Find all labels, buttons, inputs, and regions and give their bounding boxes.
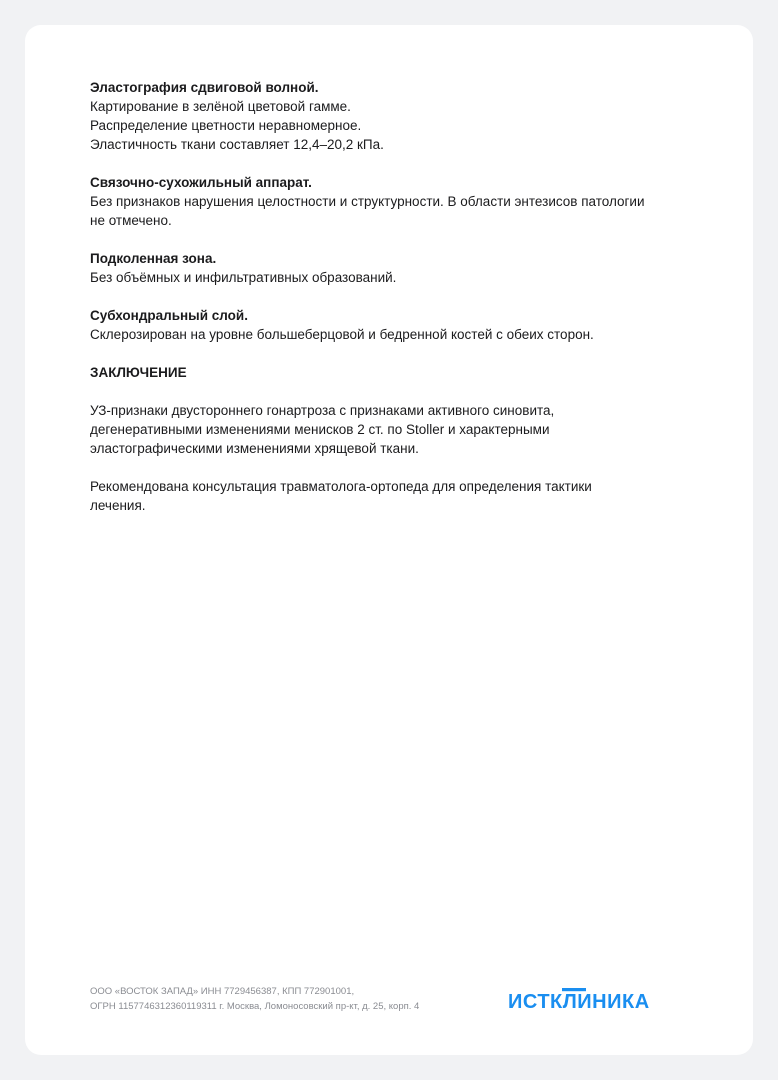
conclusion-paragraph [90,401,700,458]
conclusion-title: ЗАКЛЮЧЕНИЕ [90,365,187,380]
section-line: Эластичность ткани составляет 12,4–20,2 кПа. [90,137,384,152]
footer-line: ООО «ВОСТОК ЗАПАД» ИНН 7729456387, КПП 772901001, [90,986,355,997]
section-line: Склерозирован на уровне большеберцовой и бедренной костей с обеих сторон. [90,327,594,342]
report-body [90,78,700,534]
section-elastography [90,78,700,154]
company-footer [90,984,490,1014]
logo-text: ИСТКЛИНИКА [508,991,650,1013]
recommendation-paragraph [90,477,700,515]
section-heading: Субхондральный слой. [90,308,248,323]
footer-line: ОГРН 1157746312360119311 г. Москва, Ломоносовский пр-кт, д. 25, корп. 4 [90,1001,420,1012]
section-ligaments [90,173,700,230]
clinic-logo [508,983,690,1015]
section-line: Картирование в зелёной цветовой гамме. [90,99,351,114]
conclusion-line: эластографическими изменениями хрящевой ткани. [90,441,419,456]
section-line: Без признаков нарушения целостности и структурности. В области энтезисов патологии [90,194,645,209]
section-line: не отмечено. [90,213,172,228]
recommendation-line: лечения. [90,498,146,513]
document-page [25,25,753,1055]
section-heading: Эластография сдвиговой волной. [90,80,319,95]
section-heading: Связочно-сухожильный аппарат. [90,175,312,190]
recommendation-line: Рекомендована консультация травматолога-ортопеда для определения тактики [90,479,592,494]
conclusion-line: УЗ-признаки двустороннего гонартроза с признаками активного синовита, [90,403,555,418]
section-subchondral [90,306,700,344]
section-heading: Подколенная зона. [90,251,217,266]
section-line: Без объёмных и инфильтративных образований. [90,270,397,285]
conclusion-line: дегенеративными изменениями менисков 2 ст. по Stoller и характерными [90,422,550,437]
section-popliteal [90,249,700,287]
section-line: Распределение цветности неравномерное. [90,118,362,133]
